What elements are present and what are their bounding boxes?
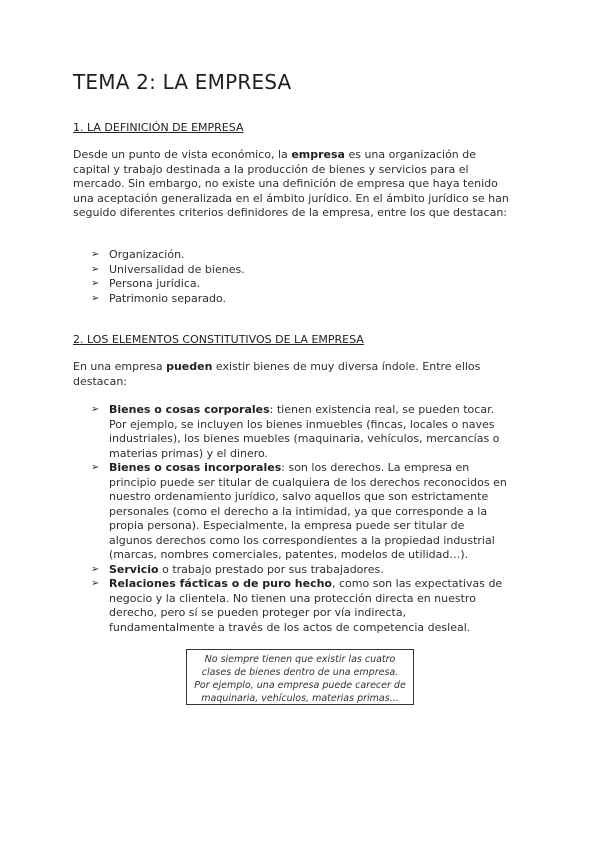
arrow-bullet-icon: ➢: [91, 462, 100, 473]
list-item: ➢ Bienes o cosas corporales: tienen existencia real, se pueden tocar. Por ejemplo, se incluyen los bienes inmuebles (fincas, locales o naves industriales), los bienes muebles (maquinaria, vehículos, mercancías o materias primas) y el dinero.: [91, 403, 500, 460]
arrow-bullet-icon: ➢: [91, 578, 100, 589]
criteria-list: [91, 248, 245, 306]
list-item: ➢ Patrimonio separado.: [91, 291, 226, 305]
note-line: No siempre tienen que existir las cuatro: [204, 654, 396, 665]
arrow-bullet-icon: ➢: [91, 404, 100, 415]
page-title: TEMA 2: LA EMPRESA: [73, 70, 292, 94]
section1-heading: 1. LA DEFINICIÓN DE EMPRESA: [73, 121, 244, 134]
list-item: ➢ Servicio o trabajo prestado por sus trabajadores.: [91, 562, 384, 576]
list-item: ➢ Persona jurídica.: [91, 277, 201, 290]
arrow-bullet-icon: ➢: [91, 249, 100, 260]
empresa-term: empresa: [291, 148, 345, 161]
list-item: ➢ Relaciones fácticas o de puro hecho, como son las expectativas de negocio y la clientela. No tienen una protección directa en nuestro derecho, pero sí se pueden proteger por vía indirecta, fundamentalmente a través de los actos de competencia desleal.: [91, 577, 503, 634]
list-item: ➢ Universalidad de bienes.: [91, 262, 245, 276]
section2-heading: 2. LOS ELEMENTOS CONSTITUTIVOS DE LA EMPRESA: [73, 333, 364, 346]
note-line: maquinaria, vehículos, materias primas...: [201, 693, 399, 704]
arrow-bullet-icon: ➢: [91, 292, 100, 304]
handwritten-note-box: [186, 649, 414, 705]
section1-intro: Desde un punto de vista económico, la empresa es una organización de capital y trabajo destinada a la producción de bienes y servicios para el mercado. Sin embargo, no existe una definición de empresa que haya tenido una aceptación generalizada en el ámbito jurídico. En el ámbito jurídico se han seguido diferentes criterios definidores de la empresa, entre los que destacan:: [73, 148, 509, 220]
arrow-bullet-icon: ➢: [91, 563, 100, 575]
section2-intro: En una empresa pueden existir bienes de muy diversa índole. Entre ellos destacan:: [73, 360, 481, 388]
list-item: ➢ Bienes o cosas incorporales: son los derechos. La empresa en principio puede ser titular de cualquiera de los derechos reconocidos en nuestro ordenamiento jurídico, salvo aquellos que son estrictamente personales (como el derecho a la intimidad, ya que corresponde a la propia persona). Especialmente, la empresa puede ser titular de algunos derechos como los correspondientes a la propiedad industrial (marcas, nombres comerciales, patentes, modelos de utilidad…).: [91, 461, 507, 561]
arrow-bullet-icon: ➢: [91, 278, 100, 289]
list-item: ➢ Organización.: [91, 248, 185, 261]
note-line: Por ejemplo, una empresa puede carecer de: [194, 680, 406, 691]
arrow-bullet-icon: ➢: [91, 263, 100, 275]
note-line: clases de bienes dentro de una empresa.: [201, 667, 399, 678]
elements-list: [91, 403, 511, 635]
pueden-term: pueden: [166, 360, 213, 373]
